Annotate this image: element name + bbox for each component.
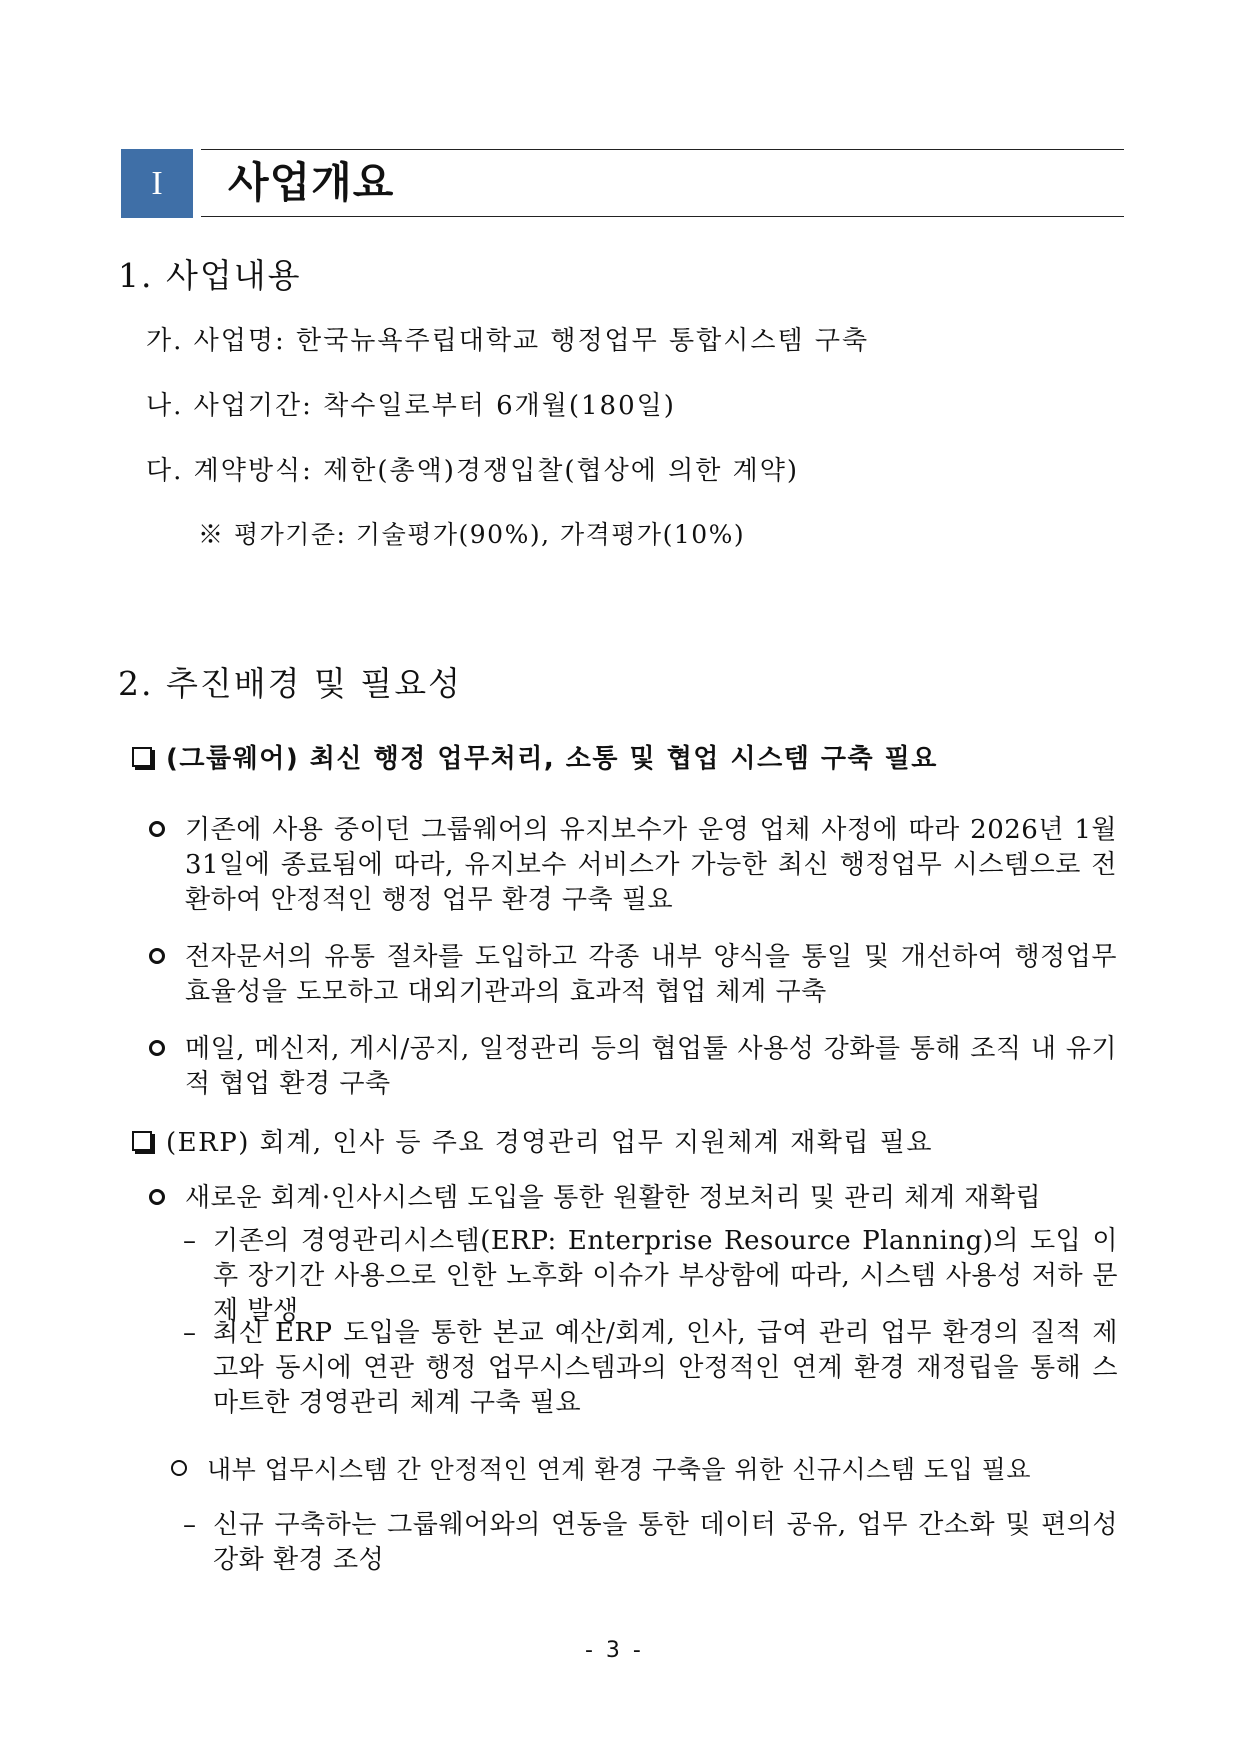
evaluation-criteria-note: ※ 평가기준: 기술평가(90%), 가격평가(10%) [198, 520, 746, 549]
groupware-bullet-3 [149, 1032, 1117, 1102]
erp-dash-1-text: 기존의 경영관리시스템(ERP: Enterprise Resource Planning)의 도입 이후 장기간 사용으로 인한 노후화 이슈가 부상함에 따라, 시스템 사용성 저하 문제 발생 [213, 1226, 1118, 1326]
erp-title: (ERP) 회계, 인사 등 주요 경영관리 업무 지원체계 재확립 필요 [166, 1128, 934, 1158]
erp-dash-3 [183, 1508, 1118, 1578]
groupware-heading [132, 738, 938, 775]
circle-bullet-icon [171, 1460, 187, 1476]
erp-dash-1 [183, 1224, 1118, 1329]
page-number: - 3 - [585, 1638, 644, 1663]
checkbox-square-icon [132, 747, 152, 767]
chapter-number: I [151, 164, 163, 202]
circle-bullet-icon [149, 948, 165, 964]
section-1-heading: 1. 사업내용 [118, 256, 302, 295]
dash-bullet-icon: – [183, 1510, 196, 1540]
chapter-rule-bottom [201, 216, 1124, 217]
chapter-title: 사업개요 [228, 158, 395, 207]
groupware-bullet-2 [149, 940, 1117, 1010]
circle-bullet-icon [149, 821, 165, 837]
erp-bullet-2-text: 내부 업무시스템 간 안정적인 연계 환경 구축을 위한 신규시스템 도입 필요 [207, 1455, 1031, 1484]
erp-dash-2-text: 최신 ERP 도입을 통한 본교 예산/회계, 인사, 급여 관리 업무 환경의 질적 제고와 동시에 연관 행정 업무시스템과의 안정적인 연계 환경 재정립을 통해 스마트한 경영관리 체계 구축 필요 [213, 1318, 1118, 1418]
section-2-heading: 2. 추진배경 및 필요성 [118, 664, 462, 703]
groupware-title: (그룹웨어) 최신 행정 업무처리, 소통 및 협업 시스템 구축 필요 [166, 744, 938, 774]
project-name-item: 가. 사업명: 한국뉴욕주립대학교 행정업무 통합시스템 구축 [146, 326, 870, 356]
dash-bullet-icon: – [183, 1318, 196, 1348]
groupware-bullet-2-text: 전자문서의 유통 절차를 도입하고 각종 내부 양식을 통일 및 개선하여 행정업무 효율성을 도모하고 대외기관과의 효과적 협업 체계 구축 [185, 942, 1117, 1007]
contract-method-item: 다. 계약방식: 제한(총액)경쟁입찰(협상에 의한 계약) [146, 456, 799, 486]
erp-dash-3-text: 신규 구축하는 그룹웨어와의 연동을 통한 데이터 공유, 업무 간소화 및 편의성 강화 환경 조성 [213, 1510, 1118, 1575]
groupware-bullet-3-text: 메일, 메신저, 게시/공지, 일정관리 등의 협업툴 사용성 강화를 통해 조직 내 유기적 협업 환경 구축 [185, 1034, 1117, 1099]
groupware-bullet-1 [149, 813, 1117, 918]
circle-bullet-icon [149, 1189, 165, 1205]
project-period-item: 나. 사업기간: 착수일로부터 6개월(180일) [146, 391, 676, 421]
chapter-number-badge [121, 149, 193, 218]
erp-heading [132, 1122, 933, 1159]
groupware-bullet-1-text: 기존에 사용 중이던 그룹웨어의 유지보수가 운영 업체 사정에 따라 2026년 1월 31일에 종료됨에 따라, 유지보수 서비스가 가능한 최신 행정업무 시스템으로 전환하여 안정적인 행정 업무 환경 구축 필요 [185, 815, 1117, 915]
erp-bullet-1-text: 새로운 회계·인사시스템 도입을 통한 원활한 정보처리 및 관리 체계 재확립 [185, 1183, 1042, 1213]
checkbox-square-icon [132, 1131, 152, 1151]
circle-bullet-icon [149, 1040, 165, 1056]
erp-dash-2 [183, 1316, 1118, 1421]
erp-bullet-2 [171, 1452, 1117, 1487]
dash-bullet-icon: – [183, 1226, 196, 1256]
erp-bullet-1 [149, 1181, 1117, 1216]
